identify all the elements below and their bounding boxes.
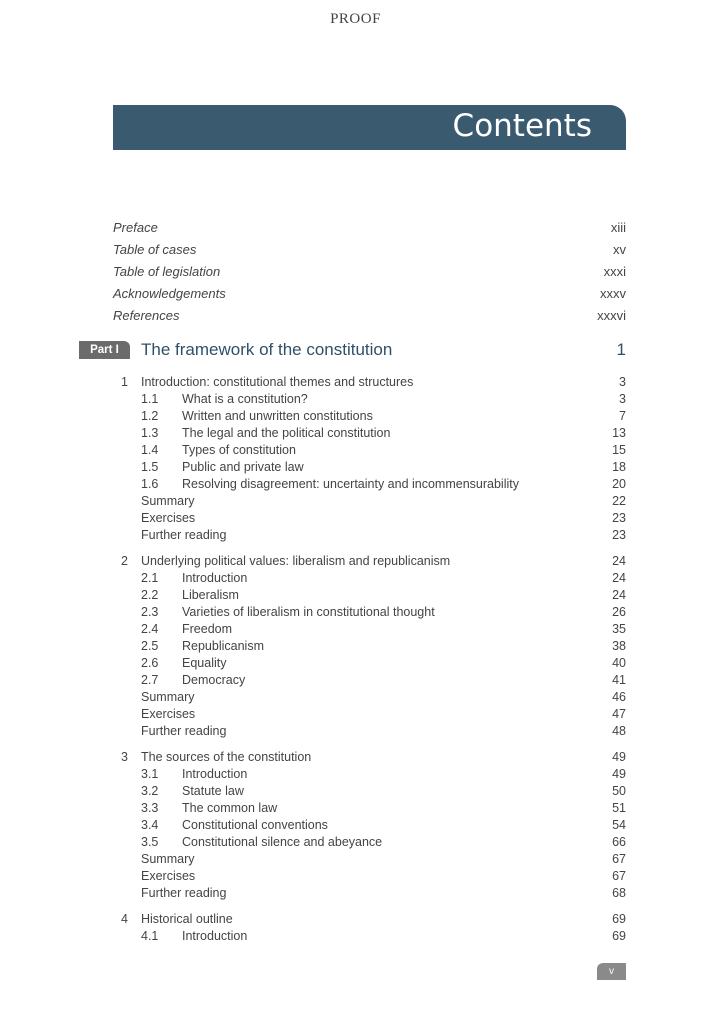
extra-title: Further reading — [141, 886, 227, 900]
section-title: The legal and the political constitution — [182, 426, 391, 440]
section-row[interactable] — [113, 817, 626, 834]
section-page: 24 — [612, 588, 626, 602]
section-row[interactable] — [113, 587, 626, 604]
extra-row[interactable] — [113, 868, 626, 885]
page-title: Contents — [452, 108, 592, 144]
extra-page: 22 — [612, 494, 626, 508]
proof-label: PROOF — [330, 11, 381, 27]
front-matter-page: xiii — [610, 219, 626, 235]
section-number: 2.7 — [141, 673, 159, 687]
chapter-number: 2 — [121, 554, 128, 568]
section-number: 2.6 — [141, 656, 159, 670]
section-title: Freedom — [182, 622, 233, 636]
section-number: 4.1 — [141, 929, 159, 943]
chapter-block — [113, 374, 626, 544]
extra-page: 67 — [612, 869, 626, 883]
section-title: Resolving disagreement: uncertainty and incommensurability — [182, 477, 519, 491]
section-row[interactable] — [113, 570, 626, 587]
section-page: 13 — [612, 426, 626, 440]
section-number: 2.3 — [141, 605, 159, 619]
section-number: 3.5 — [141, 835, 159, 849]
section-title: Introduction — [182, 929, 248, 943]
section-number: 3.3 — [141, 801, 159, 815]
section-page: 66 — [612, 835, 626, 849]
section-title: Constitutional conventions — [182, 818, 328, 832]
section-title: Types of constitution — [182, 443, 296, 457]
chapter-block — [113, 749, 626, 902]
chapter-block — [113, 553, 626, 740]
section-number: 1.6 — [141, 477, 159, 491]
extra-page: 48 — [612, 724, 626, 738]
section-row[interactable] — [113, 655, 626, 672]
section-row[interactable] — [113, 672, 626, 689]
section-row[interactable] — [113, 476, 626, 493]
extra-title: Further reading — [141, 528, 227, 542]
chapter-row[interactable] — [113, 374, 626, 391]
section-number: 1.3 — [141, 426, 159, 440]
front-matter-page: xv — [613, 241, 626, 257]
section-page: 54 — [612, 818, 626, 832]
front-matter-page: xxxi — [603, 263, 626, 279]
section-row[interactable] — [113, 783, 626, 800]
front-matter-title: Table of legislation — [113, 263, 221, 279]
chapter-page: 69 — [612, 912, 626, 926]
front-matter-title: Acknowledgements — [113, 285, 226, 301]
extra-row[interactable] — [113, 723, 626, 740]
section-page: 26 — [612, 605, 626, 619]
part-heading[interactable] — [79, 340, 626, 362]
extra-title: Exercises — [141, 511, 196, 525]
section-title: The common law — [182, 801, 278, 815]
section-title: Written and unwritten constitutions — [182, 409, 373, 423]
extra-title: Exercises — [141, 707, 196, 721]
chapter-block — [113, 911, 626, 945]
chapter-title: Underlying political values: liberalism and republicanism — [141, 554, 451, 568]
contents-banner — [113, 105, 626, 150]
section-row[interactable] — [113, 408, 626, 425]
section-row[interactable] — [113, 766, 626, 783]
section-number: 3.4 — [141, 818, 159, 832]
section-page: 15 — [612, 443, 626, 457]
chapter-number: 1 — [121, 375, 128, 389]
chapter-page: 49 — [612, 750, 626, 764]
section-number: 2.2 — [141, 588, 159, 602]
section-number: 1.1 — [141, 392, 159, 406]
section-title: Liberalism — [182, 588, 239, 602]
chapter-number: 4 — [121, 912, 128, 926]
section-number: 1.2 — [141, 409, 159, 423]
extra-title: Summary — [141, 690, 195, 704]
section-page: 18 — [612, 460, 626, 474]
chapter-row[interactable] — [113, 749, 626, 766]
front-matter-title: Preface — [113, 219, 158, 235]
section-page: 24 — [612, 571, 626, 585]
front-matter-item[interactable] — [113, 304, 626, 326]
extra-row[interactable] — [113, 493, 626, 510]
section-row[interactable] — [113, 621, 626, 638]
section-number: 2.1 — [141, 571, 159, 585]
section-title: Introduction — [182, 767, 248, 781]
extra-row[interactable] — [113, 851, 626, 868]
section-page: 50 — [612, 784, 626, 798]
extra-title: Summary — [141, 852, 195, 866]
section-page: 38 — [612, 639, 626, 653]
extra-title: Exercises — [141, 869, 196, 883]
page-number: v — [597, 963, 626, 980]
section-title: Democracy — [182, 673, 246, 687]
extra-row[interactable] — [113, 689, 626, 706]
front-matter-item[interactable] — [113, 282, 626, 304]
section-row[interactable] — [113, 834, 626, 851]
chapter-title: Historical outline — [141, 912, 233, 926]
section-title: Public and private law — [182, 460, 304, 474]
extra-page: 47 — [612, 707, 626, 721]
section-row[interactable] — [113, 928, 626, 945]
section-title: Introduction — [182, 571, 248, 585]
extra-page: 46 — [612, 690, 626, 704]
section-row[interactable] — [113, 459, 626, 476]
extra-row[interactable] — [113, 706, 626, 723]
section-number: 2.5 — [141, 639, 159, 653]
section-page: 69 — [612, 929, 626, 943]
chapter-page: 3 — [619, 375, 626, 389]
section-title: What is a constitution? — [182, 392, 308, 406]
extra-row[interactable] — [113, 510, 626, 527]
part-badge: Part I — [79, 341, 130, 359]
section-page: 40 — [612, 656, 626, 670]
extra-page: 67 — [612, 852, 626, 866]
part-title: The framework of the constitution — [141, 340, 393, 359]
front-matter-page: xxxv — [600, 285, 626, 301]
section-number: 1.4 — [141, 443, 159, 457]
section-page: 3 — [619, 392, 626, 406]
front-matter-item[interactable] — [113, 216, 626, 238]
extra-row[interactable] — [113, 885, 626, 902]
section-row[interactable] — [113, 638, 626, 655]
front-matter-page: xxxvi — [597, 307, 626, 323]
extra-title: Further reading — [141, 724, 227, 738]
section-page: 41 — [612, 673, 626, 687]
front-matter-item[interactable] — [113, 238, 626, 260]
extra-row[interactable] — [113, 527, 626, 544]
section-page: 20 — [612, 477, 626, 491]
front-matter-title: References — [113, 307, 180, 323]
extra-page: 23 — [612, 511, 626, 525]
section-title: Constitutional silence and abeyance — [182, 835, 383, 849]
section-number: 3.2 — [141, 784, 159, 798]
extra-page: 23 — [612, 528, 626, 542]
chapter-page: 24 — [612, 554, 626, 568]
section-row[interactable] — [113, 391, 626, 408]
extra-page: 68 — [612, 886, 626, 900]
section-number: 2.4 — [141, 622, 159, 636]
front-matter-list — [113, 216, 626, 326]
section-title: Republicanism — [182, 639, 264, 653]
chapter-number: 3 — [121, 750, 128, 764]
section-number: 1.5 — [141, 460, 159, 474]
front-matter-title: Table of cases — [113, 241, 197, 257]
section-title: Varieties of liberalism in constitutional thought — [182, 605, 435, 619]
front-matter-item[interactable] — [113, 260, 626, 282]
chapter-list — [113, 374, 626, 954]
section-page: 7 — [619, 409, 626, 423]
section-title: Statute law — [182, 784, 244, 798]
part-page: 1 — [616, 340, 626, 359]
section-number: 3.1 — [141, 767, 159, 781]
section-row[interactable] — [113, 442, 626, 459]
section-row[interactable] — [113, 800, 626, 817]
section-row[interactable] — [113, 425, 626, 442]
section-page: 35 — [612, 622, 626, 636]
section-title: Equality — [182, 656, 227, 670]
section-page: 51 — [612, 801, 626, 815]
chapter-row[interactable] — [113, 553, 626, 570]
chapter-title: The sources of the constitution — [141, 750, 312, 764]
extra-title: Summary — [141, 494, 195, 508]
section-row[interactable] — [113, 604, 626, 621]
chapter-title: Introduction: constitutional themes and structures — [141, 375, 414, 389]
section-page: 49 — [612, 767, 626, 781]
chapter-row[interactable] — [113, 911, 626, 928]
